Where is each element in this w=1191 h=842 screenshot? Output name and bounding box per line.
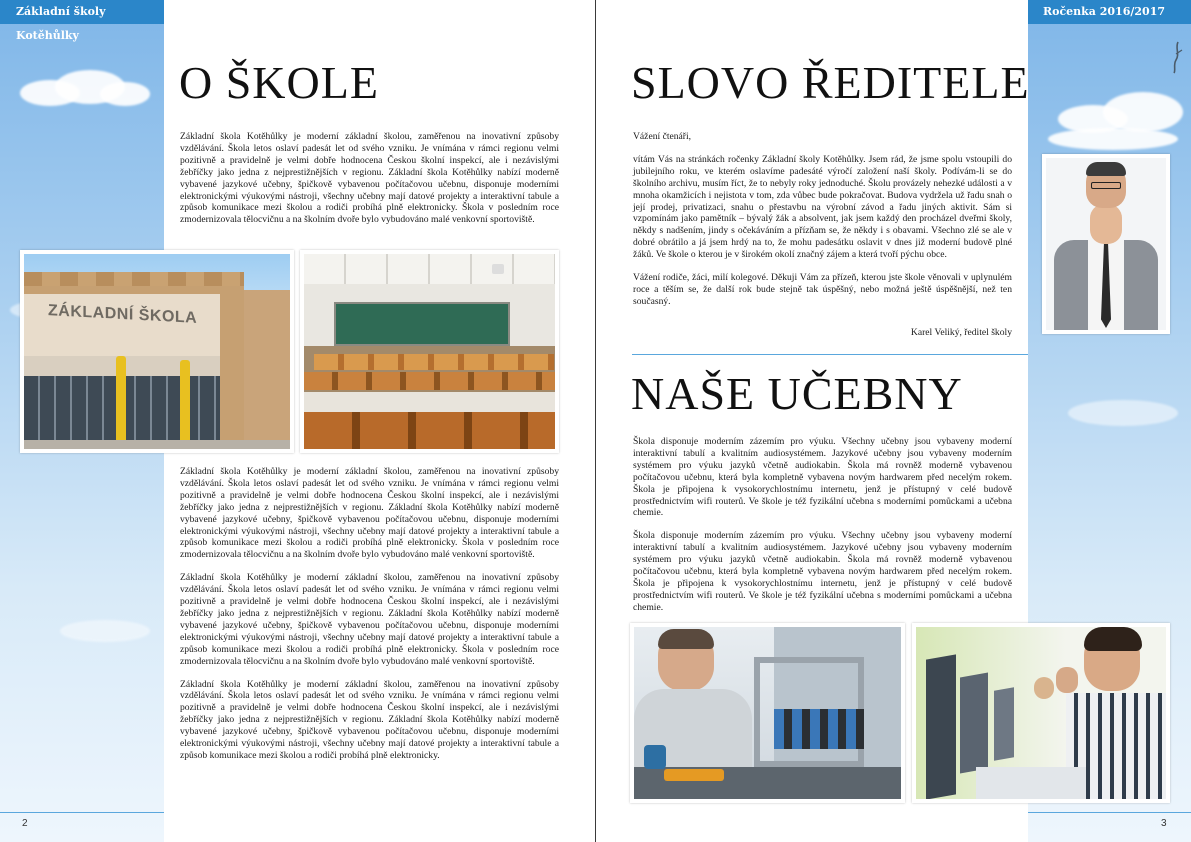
about-paragraph-1: Základní škola Kotěhůlky je moderní základní školou, zaměřenou na inovativní způsoby vzdělávání. Škola letos oslaví padesát let od svého vzniku. Je vnímána v rámci regionu velmi pozitivně a pravidelně je velmi dobře hodnocena Českou školní inspekcí, ale i nezávislými žebříčky jako jedna z nejprestižnějších v regionu. Základní škola Kotěhůlky nabízí moderně vybavené jazykové učebny, špičkově vybavenou počítačovou učebnu, disponuje moderními elektronickými výukovými nástroji, všechny učebny mají datové projekty a interaktivní tabule a způsob komunikace mezi školou a rodiči probíhá plně elektronicky. Škola v posledním roce zmodernizovala tělocvičnu a na školním dvoře bylo vybudováno malé venkovní sportoviště. bbox=[180, 466, 559, 561]
footer-rule-left bbox=[0, 812, 164, 813]
school-building-photo bbox=[20, 250, 294, 453]
classrooms-paragraph-1: Škola disponuje moderním zázemím pro výuku. Všechny učebny jsou vybaveny moderní interaktivní tabulí a kvalitním audiosystémem. Jazykové učebny jsou vybaveny moderním systémem pro výuku jazyků včetně audiokabin. Škola má rovněž moderně vybavenou počítačovou učebnu, která byla kompletně vybavena novým hardwarem před necelým rokem. Škola je připojena k vysokorychlostnímu internetu, jenž je přístupný v celé budově prostřednictvím wifi routerů. Ve škole je též fyzikální učebna s moderními pomůckami a učebna chemie. bbox=[633, 436, 1012, 519]
director-portrait bbox=[1042, 154, 1170, 334]
header-yearbook: Ročenka 2016/2017 bbox=[1028, 0, 1191, 24]
classrooms-paragraph-2: Škola disponuje moderním zázemím pro výuku. Všechny učebny jsou vybaveny moderní interaktivní tabulí a kvalitním audiosystémem. Jazykové učebny jsou vybaveny moderním systémem pro výuku jazyků včetně audiokabin. Škola má rovněž moderně vybavenou počítačovou učebnu, která byla kompletně vybavena novým hardwarem před necelým rokem. Škola je připojena k vysokorychlostnímu internetu, jenž je přístupný v celé budově prostřednictvím wifi routerů. Ve škole je též fyzikální učebna s moderními pomůckami a učebna chemie. bbox=[633, 530, 1012, 613]
section-divider bbox=[632, 354, 1028, 355]
director-letter bbox=[633, 131, 1012, 319]
about-paragraph-3: Základní škola Kotěhůlky je moderní základní školou, zaměřenou na inovativní způsoby vzdělávání. Škola letos oslaví padesát let od svého vzniku. Je vnímána v rámci regionu velmi pozitivně a pravidelně je velmi dobře hodnocena Českou školní inspekcí, ale i nezávislými žebříčky jako jedna z nejprestižnějších v regionu. Základní škola Kotěhůlky nabízí moderně vybavené jazykové učebny, špičkově vybavenou počítačovou učebnu, disponuje moderními elektronickými výukovými nástroji, všechny učebny mají datové projekty a interaktivní tabule a způsob komunikace mezi školou a rodiči probíhá plně elektronicky. bbox=[180, 678, 559, 761]
about-paragraph-2: Základní škola Kotěhůlky je moderní základní školou, zaměřenou na inovativní způsoby vzdělávání. Škola letos oslaví padesát let od svého vzniku. Je vnímána v rámci regionu velmi pozitivně a pravidelně je velmi dobře hodnocena Českou školní inspekcí, ale i nezávislými žebříčky jako jedna z nejprestižnějších v regionu. Základní škola Kotěhůlky nabízí moderně vybavené jazykové učebny, špičkově vybavenou počítačovou učebnu, disponuje moderními elektronickými výukovými nástroji, všechny učebny mají datové projekty a interaktivní tabule a způsob komunikace mezi školou a rodiči probíhá plně elektronicky. Škola v posledním roce zmodernizovala tělocvičnu a na školním dvoře bylo vybudováno malé venkovní sportoviště. bbox=[180, 572, 559, 667]
page-title-classrooms: NAŠE UČEBNY bbox=[631, 368, 963, 419]
footer-rule-right bbox=[1028, 812, 1191, 813]
bird-icon bbox=[1170, 40, 1184, 74]
page-number-right: 3 bbox=[1161, 818, 1167, 829]
about-text-block bbox=[180, 466, 559, 773]
page-title-director: SLOVO ŘEDITELE bbox=[631, 57, 1030, 108]
intro-paragraph: Základní škola Kotěhůlky je moderní základní školou, zaměřenou na inovativní způsoby vzdělávání. Škola letos oslaví padesát let od svého vzniku. Je vnímána v rámci regionu velmi pozitivně a pravidelně je velmi dobře hodnocena Českou školní inspekcí, ale i nezávislými žebříčky jako jedna z nejprestižnějších v regionu. Základní škola Kotěhůlky nabízí moderně vybavené jazykové učebny, špičkově vybavenou počítačovou učebnu, disponuje moderními elektronickými výukovými nástroji, všechny učebny mají datové projekty a interaktivní tabule a způsob komunikace mezi školou a rodiči probíhá plně elektronicky. Škola v posledním roce zmodernizovala tělocvičnu a na školním dvoře bylo vybudováno malé venkovní sportoviště. bbox=[180, 131, 559, 226]
classrooms-text-block bbox=[633, 436, 1012, 625]
page-number-left: 2 bbox=[22, 818, 28, 829]
letter-body: vítám Vás na stránkách ročenky Základní školy Kotěhůlky. Jsem rád, že jsme spolu vstoupili do jubilejního roku, ve kterém oslavíme padesáté výročí založení naší školy. Podívám-li se do školního archivu, musím říct, že to nebyly roky jednoduché. Školu provázely nehezké události a v mnoha okamžicích i nejistota v tom, zda vůbec bude pokračovat. Budova vydržela už řadu snah o její prodej, privatizaci, snahu o přestavbu na výrobní závod a řadu jiných aktivit. Sám si vzpomínám jako pamětník – bývalý žák a absolvent, jak jsem každý den procházel dveřmi školy, někdy s nadšením, jindy s očekáváním a přízňam se, že někdy i s obavami. Všechno zlé se ale v dobré obrátilo a já jsem hrdý na to, že mohu padesátku oslavit v dnes již moderní budově plné žáků. Ve škole o kterou je v širokém okolí značný zájem a která tvoří pýchu obce. bbox=[633, 153, 1012, 261]
computer-room-photo bbox=[912, 623, 1170, 803]
building-sign-text: ZÁKLADNÍ ŠKOLA bbox=[48, 302, 198, 327]
page-title-about: O ŠKOLE bbox=[179, 57, 379, 108]
letter-greeting: Vážení čtenáři, bbox=[633, 131, 692, 142]
director-signature: Karel Veliký, ředitel školy bbox=[910, 327, 1012, 338]
intro-text-block bbox=[180, 131, 559, 237]
header-school-name: Základní školy Kotěhůlky bbox=[0, 0, 164, 24]
letter-closing: Vážení rodiče, žáci, milí kolegové. Děkuji Vám za přízeň, kterou jste škole věnovali v uplynulém roce a těším se, že další rok bude stejně tak úspěšný, nebo možná ještě úspěšnější, než ten současný. bbox=[633, 272, 1012, 307]
spine-divider bbox=[595, 0, 596, 842]
classroom-photo bbox=[300, 250, 559, 453]
technology-lab-photo bbox=[630, 623, 905, 803]
